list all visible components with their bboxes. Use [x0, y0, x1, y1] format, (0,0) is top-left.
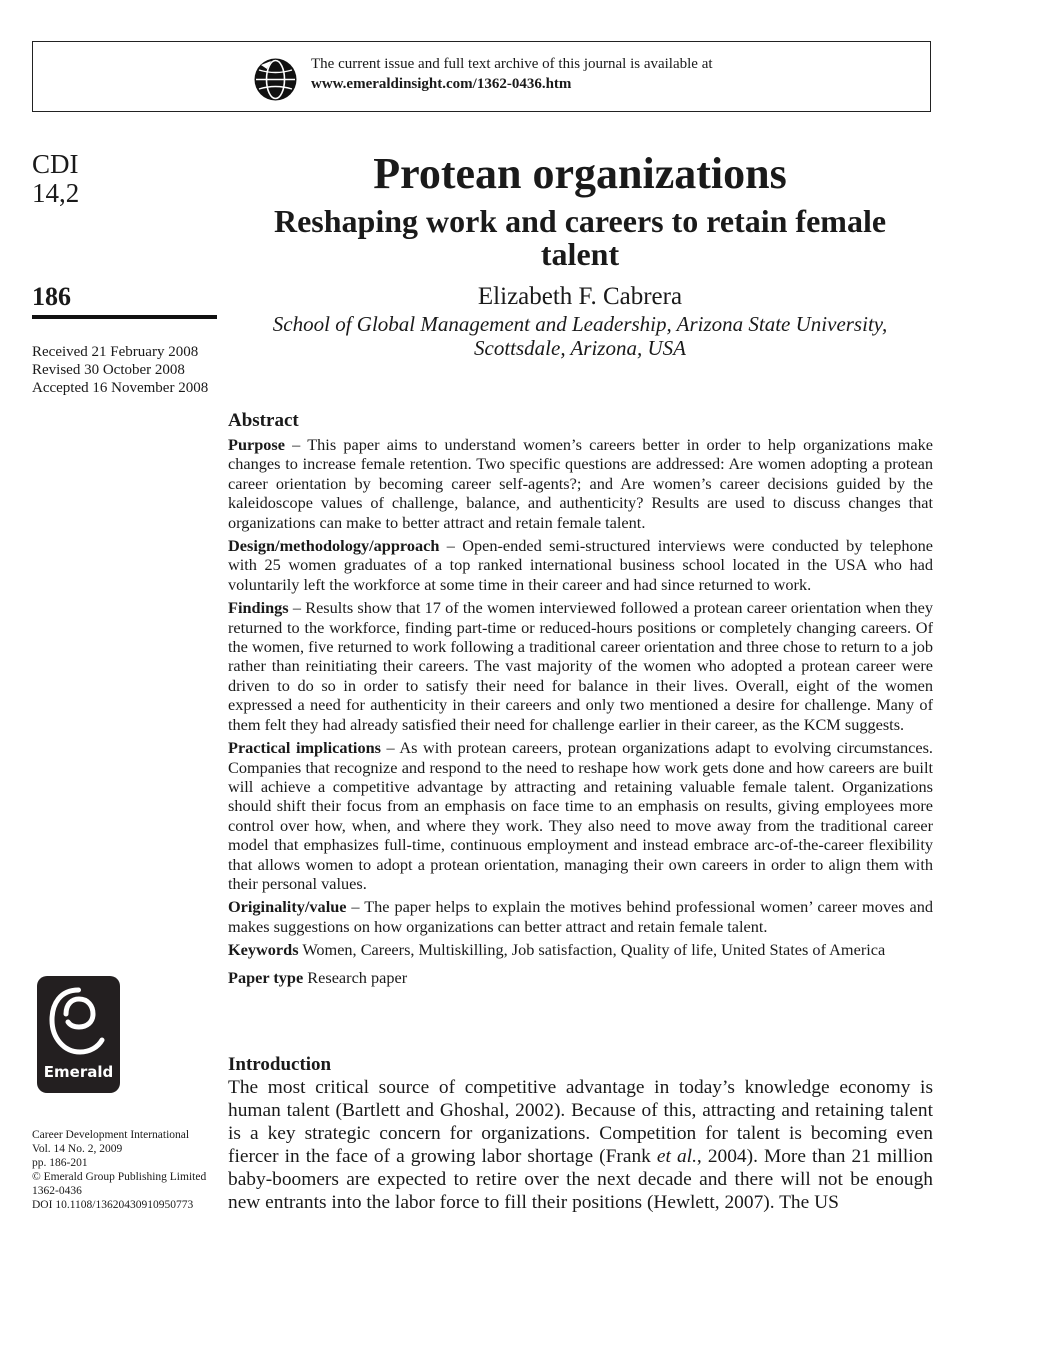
article-title: Protean organizations [373, 149, 787, 198]
abstract-originality [228, 897, 933, 936]
findings-label: Findings [228, 598, 289, 618]
subtitle-line-1: Reshaping work and careers to retain female [273, 203, 887, 239]
received-date: Received 21 February 2008 [32, 344, 199, 360]
journal-abbrev: CDI [32, 149, 79, 179]
affiliation-line-1: School of Global Management and Leadership, Arizona State University, [272, 312, 888, 336]
archive-url-link[interactable]: www.emeraldinsight.com/1362-0436.htm [311, 76, 572, 92]
revised-date: Revised 30 October 2008 [32, 362, 185, 378]
abstract-heading: Abstract [228, 410, 299, 431]
affiliation-line-2: Scottsdale, Arizona, USA [474, 336, 686, 360]
intro-text-a: The most critical source of competitive advantage in today’s knowledge economy is human talent (Bartlett and Ghoshal, 2002). Because of this, attracting and retaining talent is a key strategic concern for organizations. Competition for talent is becoming even fiercer in the face of a growing labor shortage (Frank [228, 1077, 933, 1167]
received-dates [32, 343, 208, 397]
journal-pages: pp. 186-201 [32, 1157, 88, 1169]
findings-text: – Results show that 17 of the women interviewed followed a protean career orientation when they returned to the workforce, finding part-time or reduced-hours positions or completely changing careers. Of the women, five returned to work following a traditional career orientation and three chose to return to a job rather than reinitiating their careers. The vast majority of the women who adopted a protean career were driven to do so in order to satisfy their need for balance in their lives. Overall, eight of the women expressed a need for authenticity in their careers and only two mentioned a desire for challenge. Many of them felt they had already satisfied their need for challenge earlier in their career, as the KCM suggests. [228, 598, 933, 734]
archive-notice: The current issue and full text archive of this journal is available at [311, 56, 713, 72]
volume-issue: 14,2 [32, 178, 80, 208]
page-rule-divider [32, 315, 217, 319]
author-affiliation [220, 312, 940, 360]
journal-citation-info [32, 1128, 206, 1212]
globe-icon [253, 57, 298, 102]
keywords [228, 940, 933, 959]
author-name: Elizabeth F. Cabrera [477, 283, 683, 310]
intro-text-b: , 2004). More than 21 million baby-boomers are expected to retire over the next decade and there will not be enough new entrants into the labor force to fill their positions (Hewlett, 2007). The US [228, 1146, 933, 1213]
practical-label: Practical implications [228, 738, 381, 758]
introduction-paragraph [228, 1076, 933, 1214]
journal-name: Career Development International [32, 1129, 190, 1141]
keywords-text: Women, Careers, Multiskilling, Job satisfaction, Quality of life, United States of America [298, 940, 886, 960]
abstract-findings [228, 598, 933, 734]
paper-type-text: Research paper [303, 967, 408, 987]
page-number: 186 [32, 282, 71, 311]
paper-type [228, 968, 933, 987]
keywords-label: Keywords [228, 940, 299, 960]
originality-label: Originality/value [228, 897, 347, 917]
abstract-practical [228, 738, 933, 893]
emerald-e-icon [44, 982, 113, 1062]
journal-copyright: © Emerald Group Publishing Limited [32, 1171, 207, 1183]
abstract-design [228, 536, 933, 594]
intro-text-etal: et al. [656, 1146, 697, 1167]
journal-issn: 1362-0436 [32, 1185, 82, 1197]
journal-volume: Vol. 14 No. 2, 2009 [32, 1143, 123, 1155]
journal-code [32, 150, 79, 208]
journal-doi: DOI 10.1108/13620430910950773 [32, 1199, 194, 1211]
emerald-logo-text: Emerald [43, 1063, 114, 1081]
accepted-date: Accepted 16 November 2008 [32, 380, 209, 396]
practical-text: – As with protean careers, protean organizations adapt to evolving circumstances. Companies that recognize and respond to the need to reshape how work gets done and how careers are built will achieve a competitive advantage by attracting and retaining valuable female talent. Organizations should shift their focus from an emphasis on face time to an emphasis on results, giving employees more control over how, when, and where they work. They also need to move away from the traditional career model that emphasizes full-time, continuous employment and instead embrace arc-of-the-career flexibility that allows women to adopt a protean orientation, managing their own careers in order to align them with their personal values. [228, 738, 933, 893]
introduction-section [228, 1054, 933, 1214]
purpose-text: – This paper aims to understand women’s careers better in order to help organizations make changes to increase female retention. Two specific questions are addressed: Are women adopting a protean career orientation by becoming career self-agents?; and Are women’s career decisions guided by the kaleidoscope values of challenge, balance, and authenticity? Results are used to discuss changes that organizations can make to better attract and retain female talent. [228, 435, 933, 532]
introduction-heading: Introduction [228, 1054, 332, 1075]
subtitle-line-2: talent [540, 236, 620, 272]
article-subtitle [220, 205, 940, 271]
abstract-purpose [228, 435, 933, 532]
design-label: Design/methodology/approach [228, 536, 440, 556]
originality-text: – The paper helps to explain the motives behind professional women’ career moves and makes suggestions on how organizations can better attract and retain female talent. [228, 897, 933, 936]
purpose-label: Purpose [228, 435, 285, 454]
abstract-section [228, 410, 933, 987]
paper-type-label: Paper type [228, 967, 304, 987]
design-text: – Open-ended semi-structured interviews were conducted by telephone with 25 women graduates of a top ranked international business school located in the USA who had voluntarily left the workforce at some time in their career and had since returned to work. [228, 536, 933, 594]
